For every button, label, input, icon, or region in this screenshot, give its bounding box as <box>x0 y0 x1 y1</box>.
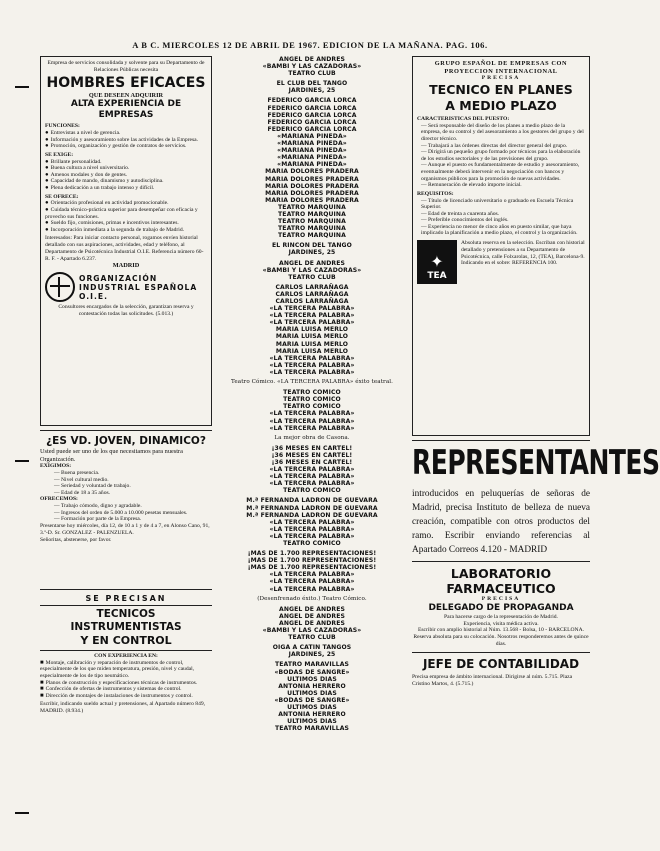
listing-line: «MARIANA PINEDA» <box>277 132 347 140</box>
section-heading: EXIGIMOS: <box>40 463 72 470</box>
oie-logo-row <box>45 272 207 302</box>
list-item: ● Cuidada técnico-práctica superior para desempeñar con eficacia y provecho sus funciones. <box>45 206 198 220</box>
ad-city: MADRID <box>112 262 140 270</box>
divider <box>412 561 590 562</box>
divider <box>40 589 212 590</box>
ad-role: DELEGADO DE PROPAGANDA <box>428 602 574 613</box>
listing-line: ULTIMOS DIAS <box>287 689 337 697</box>
listing-line: FEDERICO GARCIA LORCA <box>267 97 357 105</box>
ad-body: Precisa empresa de ámbito internacional. Dirigirse al núm. 5.715. Plaza Cristino Martos, 4. (5.715.) <box>412 673 573 687</box>
ad-headline: TECNICOS INSTRUMENTISTAS <box>70 608 182 633</box>
listing-line: JARDINES, 25 <box>288 249 336 257</box>
listing-line: TEATRO MARAVILLAS <box>274 725 350 733</box>
page-header: A B C. MIERCOLES 12 DE ABRIL DE 1967. EDICION DE LA MAÑANA. PAG. 106. <box>132 40 488 50</box>
ad-headline-2: A MEDIO PLAZO <box>445 97 557 113</box>
list-item: ■ Dirección de montajes de instalaciones de instrumentos y control. <box>40 692 193 699</box>
list-item: ● Promoción, organización y gestión de contratos de servicios. <box>45 143 187 150</box>
ad-tecnicos-instrumentistas <box>40 594 212 806</box>
listing-line: TEATRO MARQUINA <box>278 203 346 211</box>
ad-joven-dinamico <box>40 435 212 585</box>
ad-contact: Presentarse hoy miércoles, día 12, de 10 a 1 y de 4 a 7, en Alonso Cano, 91, 3.º-D. Sr. GONZALEZ - PALENZUELA. <box>40 522 210 536</box>
items-list <box>40 660 212 700</box>
ofrecemos-list <box>40 503 212 523</box>
listing-line: «LA TERCERA PALABRA» <box>269 585 355 593</box>
ad-footer: Consultores encargados de la selección, garantizan reserva y contestación todas las solicitudes. (5.013.) <box>58 304 194 317</box>
listing-line: ANGEL DE ANDRES <box>279 619 345 627</box>
listing-line: ¡36 MESES EN CARTEL! <box>271 451 353 459</box>
divider <box>40 650 212 651</box>
ad-precisa: PRECISA <box>481 75 521 82</box>
list-item: — Formación por parte de la Empresa. <box>54 516 142 523</box>
edge-marker <box>15 86 29 88</box>
listing-line: ANGEL DE ANDRES <box>279 605 345 613</box>
list-item: ● Orientación profesional en actividad promocionable. <box>45 200 169 207</box>
section-heading: FUNCIONES: <box>45 123 80 130</box>
ad-headline-2: Y EN CONTROL <box>80 634 172 647</box>
listing-line: TEATRO MARAVILLAS <box>274 661 350 669</box>
listing-line: «LA TERCERA PALABRA» <box>269 480 355 488</box>
listing-line: FEDERICO GARCIA LORCA <box>267 125 357 133</box>
listing-line: «LA TERCERA PALABRA» <box>269 578 355 586</box>
list-item: ● Incorporación inmediata a la segunda de trabajo de Madrid. <box>45 226 185 233</box>
listing-line: ANGEL DE ANDRES <box>279 259 345 267</box>
list-item: ■ Montaje, calibración y reparación de instrumentos de control, especialmente de los que miden temperatura, presión, nivel y caudal, especialmente de los de tipo neumático. <box>40 659 195 679</box>
section-heading: OFRECEMOS: <box>40 496 78 503</box>
tea-logo-icon <box>417 240 457 284</box>
list-item: — Edad de treinta a cuarenta años. <box>421 210 500 217</box>
ad-body: introducidos en peluquerías de señoras de Madrid, precisa Instituto de belleza de nueva creación, compatible con otros productos del ramo. Escribir enviando referencias al Apartado Correos 4.120 - MADRID <box>412 489 590 555</box>
section-heading: SE OFRECE: <box>45 193 79 200</box>
ad-headline: LABORATORIO <box>450 566 552 581</box>
list-item: — Ingresos del orden de 5.000 a 10.000 pesetas mensuales. <box>54 509 188 516</box>
ad-footer: Absoluta reserva en la selección. Escriban con historial detallado y pretensiones a su Departamento de Psicotécnica, calle Folxarolas, 12, (TEA), Barcelona-9. Indicando en el sobre: REFERENCIA 100. <box>461 240 585 267</box>
list-item: ● Capacidad de mando, dinamismo y autodisciplina. <box>45 178 164 185</box>
listing-line: «LA TERCERA PALABRA» <box>269 424 355 432</box>
listing-line: «LA TERCERA PALABRA» <box>269 473 355 481</box>
ad-headline: HOMBRES EFICACES <box>46 74 206 91</box>
ad-laboratorio <box>412 566 590 648</box>
listing-line: «LA TERCERA PALABRA» <box>269 518 355 526</box>
listing-line: MARIA DOLORES PRADERA <box>265 175 359 183</box>
ad-org: GRUPO ESPAÑOL DE EMPRESAS CON PROYECCION INTERNACIONAL <box>434 60 568 75</box>
listing-line: «MARIANA PINEDA» <box>277 140 347 148</box>
list-item: — Aunque el puesto es fundamentalmente de estudio y asesoramiento, eventualmente deberá intervenir en la negociación con bancos y organismos públicos para la promoción de nuevas actividades. <box>421 162 580 182</box>
listing-line: JARDINES, 25 <box>288 651 336 659</box>
listing-line: La mejor obra de Casona. <box>274 434 350 441</box>
listing-line: ¡MAS DE 1.700 REPRESENTACIONES! <box>247 564 377 572</box>
list-item: ■ Confección de ofertas de instrumentos y sistemas de control. <box>40 686 182 693</box>
list-item: ● Brillante personalidad. <box>45 158 102 165</box>
list-item: — Será responsable del diseño de los planes a medio plazo de la empresa, de su control y del asesoramiento a los gestores del grupo y del director técnico. <box>421 122 584 142</box>
ad-exp: CON EXPERIENCIA EN: <box>94 653 158 659</box>
oie-logo-icon <box>45 272 75 302</box>
section-heading: REQUISITOS: <box>417 190 454 197</box>
listing-line: «LA TERCERA PALABRA» <box>269 571 355 579</box>
listing-line: FEDERICO GARCIA LORCA <box>267 104 357 112</box>
listing-line: MARIA LUISA MERLO <box>275 347 349 355</box>
ad-headline: JEFE DE CONTABILIDAD <box>422 656 580 671</box>
listing-line: FEDERICO GARCIA LORCA <box>267 118 357 126</box>
column-center <box>222 56 402 846</box>
ad-headline: TECNICO EN PLANES <box>429 81 573 97</box>
list-item: — Trabajo cómodo, digno y agradable. <box>54 503 142 510</box>
divider <box>40 605 212 606</box>
ad-jefe-contabilidad <box>412 657 590 688</box>
listing-line: TEATRO CLUB <box>288 70 336 78</box>
exigimos-list <box>40 470 212 496</box>
list-item: ● Amenos modales y don de gentes. <box>45 171 128 178</box>
ad-intro: Usted puede ser uno de los que necesitamos para nuestra Organización. <box>40 448 183 463</box>
ad-tecnico-planes <box>412 56 590 436</box>
listing-line: «BAMBI Y LAS CAZADORAS» <box>262 63 362 71</box>
ad-contact: Escribir, indicando sueldo actual y pretensiones, al Apartado número 849, MADRID. (8.934.) <box>40 701 206 715</box>
listing-line: «LA TERCERA PALABRA» <box>269 410 355 418</box>
column-right <box>412 56 660 687</box>
list-item: ● Sueldo fijo, comisiones, primas e incentivos interesantes. <box>45 220 179 227</box>
listing-line: M.ª FERNANDA LADRON DE GUEVARA <box>246 497 378 505</box>
section-heading: CARACTERISTICAS DEL PUESTO: <box>417 115 510 122</box>
listing-line: TEATRO COMICO <box>283 389 341 397</box>
listing-line: ANTONIA HERRERO <box>278 682 346 690</box>
listing-line: TEATRO MARQUINA <box>278 210 346 218</box>
listing-line: TEATRO MARQUINA <box>278 218 346 226</box>
list-item: — Remuneración de elevado importe inicial. <box>421 182 522 189</box>
listing-line: TEATRO COMICO <box>283 487 341 495</box>
listing-line: CARLOS LARRAÑAGA <box>275 283 349 291</box>
listing-line: «MARIANA PINEDA» <box>277 161 347 169</box>
list-item: ● Buena cultura a nivel universitario. <box>45 165 130 172</box>
ad-intro: Empresa de servicios consolidada y solvente para su Departamento de Relaciones Públicas necesita <box>47 60 205 73</box>
listing-line: «LA TERCERA PALABRA» <box>269 319 355 327</box>
listing-line: «LA TERCERA PALABRA» <box>269 354 355 362</box>
listing-line: TEATRO CLUB <box>288 634 336 642</box>
column-left <box>40 56 212 806</box>
org-name: ORGANIZACIÓN INDUSTRIAL ESPAÑOLA O.I.E. <box>79 273 198 301</box>
ad-representantes <box>412 442 660 557</box>
ad-headline: ¿ES VD. JOVEN, DINAMICO? <box>46 435 206 447</box>
listing-line: M.ª FERNANDA LADRON DE GUEVARA <box>246 511 378 519</box>
ad-req: Experiencia, visita médica activa. <box>463 620 539 627</box>
listing-line: MARIA DOLORES PRADERA <box>265 196 359 204</box>
list-item: — Edad de 18 a 35 años. <box>54 489 111 496</box>
listing-line: TEATRO MARQUINA <box>278 232 346 240</box>
listing-line: MARIA LUISA MERLO <box>275 326 349 334</box>
listing-line: Teatro Cómico. «LA TERCERA PALABRA» éxito teatral. <box>230 379 394 386</box>
listing-line: ANTONIA HERRERO <box>278 711 346 719</box>
ad-note: Señoritas, abstenerse, por favor. <box>40 536 112 543</box>
listing-line: CARLOS LARRAÑAGA <box>275 290 349 298</box>
exige-list <box>45 159 207 192</box>
divider <box>412 652 590 653</box>
listing-line: «BODAS DE SANGRE» <box>274 668 350 676</box>
listing-line: JARDINES, 25 <box>288 87 336 95</box>
list-item: — Buena presencia. <box>54 469 100 476</box>
listing-line: MARIA LUISA MERLO <box>275 333 349 341</box>
listing-line: «MARIANA PINEDA» <box>277 154 347 162</box>
ad-headline: REPRESENTANTES <box>412 442 660 482</box>
listing-line: «LA TERCERA PALABRA» <box>269 305 355 313</box>
ad-contact: Escribir con amplio historial al Núm. 13.568 - Bolsa, 10 - BARCELONA. Reserva absoluta para su colocación. Nosotros responderemos antes de quince días. <box>413 627 589 647</box>
theatre-listings <box>222 56 402 846</box>
listing-line: «LA TERCERA PALABRA» <box>269 312 355 320</box>
edge-marker <box>15 812 29 814</box>
list-item: — Seriedad y voluntad de trabajo. <box>54 483 131 490</box>
listing-line: ANGEL DE ANDRES <box>279 56 345 63</box>
divider <box>40 430 212 431</box>
listing-line: TEATRO COMICO <box>283 396 341 404</box>
listing-line: MARIA DOLORES PRADERA <box>265 182 359 190</box>
tea-row <box>417 240 585 284</box>
listing-line: «LA TERCERA PALABRA» <box>269 361 355 369</box>
listing-line: EL CLUB DEL TANGO <box>276 80 348 88</box>
listing-line: EL RINCON DEL TANGO <box>272 242 352 250</box>
listing-line: MARIA DOLORES PRADERA <box>265 189 359 197</box>
listing-line: FEDERICO GARCIA LORCA <box>267 111 357 119</box>
listing-line: CARLOS LARRAÑAGA <box>275 298 349 305</box>
edge-marker <box>15 460 29 462</box>
ad-headline-2: FARMACEUTICO <box>446 581 556 596</box>
list-item: — Trabajará a las órdenes directas del director general del grupo. <box>421 142 568 149</box>
listing-line: ULTIMOS DIAS <box>287 675 337 683</box>
listing-line: TEATRO CLUB <box>288 273 336 281</box>
caracteristicas-list <box>417 123 585 189</box>
list-item: ● Información y asesoramiento sobre las actividades de la Empresa. <box>45 136 199 143</box>
listing-line: ANGEL DE ANDRES <box>279 612 345 620</box>
list-item: ● Plena dedicación a un trabajo intenso y difícil. <box>45 184 155 191</box>
list-item: — Experiencia no menor de cinco años en puesto similar, que haya implicado la planificación a medio plazo, el control y la organización. <box>421 223 578 237</box>
listing-line: «LA TERCERA PALABRA» <box>269 466 355 474</box>
ad-hombres-eficaces <box>40 56 212 426</box>
listing-line: ¡MAS DE 1.700 REPRESENTACIONES! <box>247 550 377 558</box>
listing-line: MARIA DOLORES PRADERA <box>265 168 359 176</box>
listing-line: OIGA A CATIN TANGOS <box>272 644 352 652</box>
list-item: — Título de licenciado universitario o graduado en Escuela Técnica Superior. <box>421 197 574 211</box>
listing-line: ¡36 MESES EN CARTEL! <box>271 458 353 466</box>
listing-line: M.ª FERNANDA LADRON DE GUEVARA <box>246 504 378 512</box>
listing-line: «LA TERCERA PALABRA» <box>269 532 355 540</box>
listing-line: «MARIANA PINEDA» <box>277 147 347 155</box>
listing-line: «BAMBI Y LAS CAZADORAS» <box>262 627 362 635</box>
list-item: ● Entrevistas a nivel de gerencia. <box>45 129 121 136</box>
section-heading: SE EXIGE: <box>45 151 74 158</box>
ad-sub: QUE DESEEN ADQUIRIR <box>88 91 164 99</box>
funciones-list <box>45 130 207 150</box>
listing-line: TEATRO COMICO <box>283 403 341 411</box>
list-item: — Preferible conocimientos del inglés. <box>421 217 509 224</box>
ad-instructions: Interesados: Para iniciar contacto personal, rogamos envíen historial detallado con sus aspiraciones, actividades, edad y teléfono, al Departamento de Psicotécnica Industrial O.I.E. Referencia número 60-R. F. - Apartado 6.237. <box>45 235 204 262</box>
listing-line: (Desenfrenado éxito.) Teatro Cómico. <box>257 595 367 602</box>
listing-line: TEATRO MARQUINA <box>278 225 346 233</box>
listing-line: «LA TERCERA PALABRA» <box>269 417 355 425</box>
listing-line: TEATRO COMICO <box>283 540 341 547</box>
listing-line: MARIA LUISA MERLO <box>275 340 349 348</box>
requisitos-list <box>417 198 585 238</box>
star-icon: ✦ <box>430 254 444 272</box>
ad-sub2: ALTA EXPERIENCIA DE EMPRESAS <box>70 99 182 121</box>
listing-line: ULTIMOS DIAS <box>287 703 337 711</box>
list-item: — Nivel cultural medio. <box>54 476 109 483</box>
listing-line: «LA TERCERA PALABRA» <box>269 368 355 376</box>
list-item: ■ Planos de construcción y especificaciones técnicas de instrumentos. <box>40 679 198 686</box>
ad-precisa: PRECISA <box>481 596 521 602</box>
listing-line: ULTIMOS DIAS <box>287 718 337 726</box>
ad-title: SE PRECISAN <box>85 594 167 603</box>
listing-line: «BAMBI Y LAS CAZADORAS» <box>262 266 362 274</box>
listing-line: ¡MAS DE 1.700 REPRESENTACIONES! <box>247 557 377 565</box>
list-item: — Dirigirá un pequeño grupo formado por técnicos para la elaboración de los estudios sectoriales y de las previsiones del grupo. <box>421 149 581 162</box>
ad-body: Para hacerse cargo de la representación de Madrid. <box>444 613 558 620</box>
listing-line: «LA TERCERA PALABRA» <box>269 525 355 533</box>
tea-logo-text: TEA <box>427 271 447 282</box>
listing-line: ¡36 MESES EN CARTEL! <box>271 444 353 452</box>
listing-line: «BODAS DE SANGRE» <box>274 696 350 704</box>
ofrece-list <box>45 200 207 233</box>
